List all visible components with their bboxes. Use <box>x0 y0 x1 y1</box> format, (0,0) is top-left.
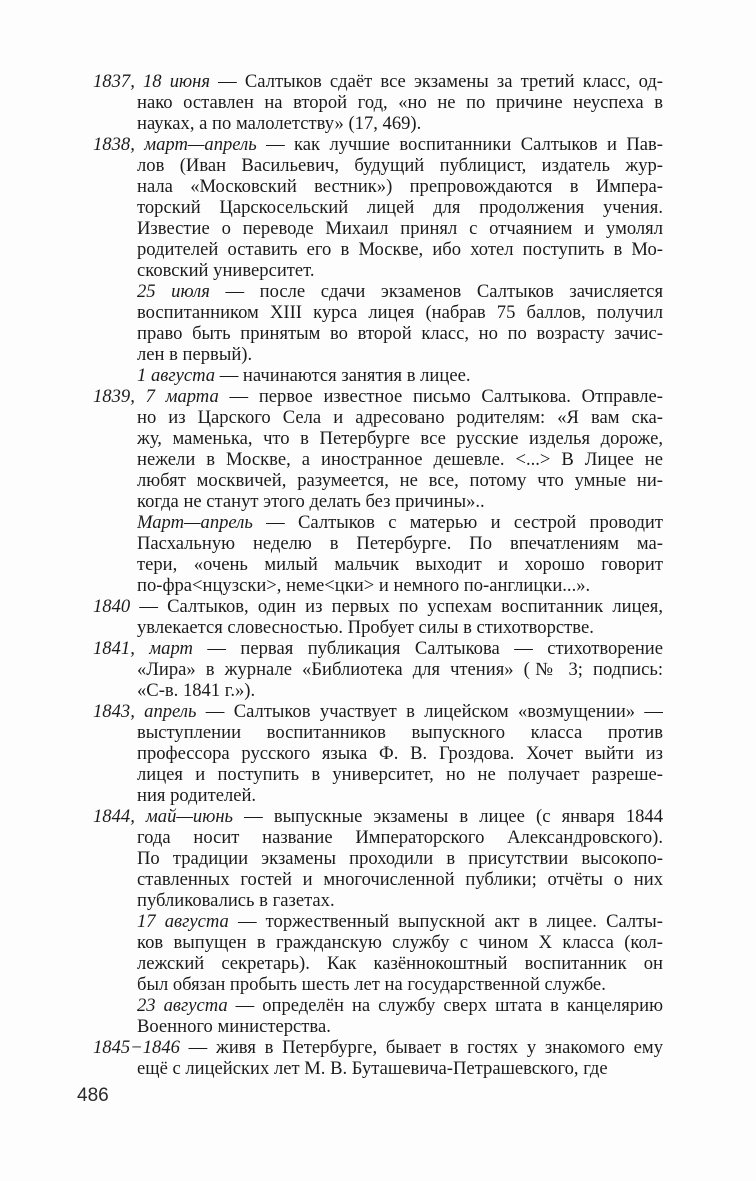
text-line <box>137 995 663 1016</box>
text-line <box>93 596 663 617</box>
chronology-entry <box>93 911 663 995</box>
text-line: Известие о переводе Михаил принял с отчаянием и умолял <box>137 218 663 239</box>
entry-date: 1844, май—июнь <box>93 806 234 827</box>
chronology-entry <box>93 386 663 512</box>
text-line: тери, «очень милый мальчик выходит и хорошо говорит <box>137 554 663 575</box>
text-line: ков выпущен в гражданскую службу с чином X класса (кол- <box>137 932 663 953</box>
chronology-entry <box>93 134 663 281</box>
chronology-entry <box>93 806 663 911</box>
text-line: ния родителей. <box>137 785 257 806</box>
chronology-entry <box>93 1037 663 1079</box>
text-line <box>93 806 663 827</box>
text-line <box>137 281 663 302</box>
text-line <box>137 512 663 533</box>
chronology-entry <box>93 512 663 596</box>
text-line: сковский университет. <box>137 260 315 281</box>
text-line <box>93 1037 663 1058</box>
entry-date: 1840 <box>93 596 131 617</box>
entry-date: 1843, апрель <box>93 701 197 722</box>
text-line <box>93 386 663 407</box>
entry-first-line-text: — после сдачи экзаменов Салтыков зачисляется <box>225 281 663 302</box>
entry-date: 23 августа <box>137 995 228 1016</box>
text-line: лежский секретарь). Как казённокоштный воспитанник он <box>137 953 663 974</box>
chronology-entry <box>93 596 663 638</box>
entry-first-line-text: — торжественный выпускной акт в лицее. Салты- <box>237 911 663 932</box>
text-line <box>93 134 663 155</box>
text-line: лен в первый). <box>137 344 253 365</box>
text-line: года носит название Императорского Александровского). <box>137 827 663 848</box>
chronology-entry <box>93 281 663 365</box>
entry-date: Март—апрель <box>137 512 253 533</box>
text-line <box>137 365 663 386</box>
entry-first-line-text: — Салтыков сдаёт все экзамены за третий класс, од- <box>218 71 663 92</box>
text-line: по-фра<нцузски>, неме<цки> и немного по-англицки...». <box>137 575 591 596</box>
text-line: Пасхальную неделю в Петербурге. По впечатлениям ма- <box>137 533 663 554</box>
text-line: лов (Иван Васильевич, будущий публицист, издатель жур- <box>137 155 663 176</box>
entry-first-line-text: — первое известное письмо Салтыкова. Отправле- <box>229 386 663 407</box>
entry-first-line-text: — Салтыков, один из первых по успехам воспитанник лицея, <box>139 596 663 617</box>
page-number: 486 <box>77 1085 109 1106</box>
chronology-entry <box>93 638 663 701</box>
text-line: По традиции экзамены проходили в присутствии высокопо- <box>137 848 663 869</box>
chronology-entry <box>93 71 663 134</box>
text-line: ставленных гостей и многочисленной публики; отчёты о них <box>137 869 663 890</box>
entry-first-line-text: — Салтыков с матерью и сестрой проводит <box>266 512 663 533</box>
entry-first-line-text: — определён на службу сверх штата в канцелярию <box>235 995 663 1016</box>
entry-date: 1838, март—апрель <box>93 134 257 155</box>
text-line: право быть принятым во второй класс, но по возрасту зачис- <box>137 323 663 344</box>
text-line: жу, маменька, что в Петербурге все русские изделья дороже, <box>137 428 663 449</box>
text-line: профессора русского языка Ф. В. Гроздова. Хочет выйти из <box>137 743 663 764</box>
text-line: нако оставлен на второй год, «но не по причине неуспеха в <box>137 92 663 113</box>
text-line: любят москвичей, разумеется, не все, потому что умные ни- <box>137 470 663 491</box>
chronology-entry <box>93 995 663 1037</box>
text-line: «Лира» в журнале «Библиотека для чтения» (№ 3; подпись: <box>137 659 663 680</box>
entry-date: 25 июля <box>137 281 210 302</box>
entry-first-line-text: — живя в Петербурге, бывает в гостях у знакомого ему <box>188 1037 663 1058</box>
text-line: Военного министерства. <box>137 1016 331 1037</box>
entry-first-line-text: — как лучшие воспитанники Салтыков и Пав- <box>266 134 663 155</box>
entry-first-line-text: — выпускные экзамены в лицее (с января 1844 <box>244 806 663 827</box>
entry-date: 17 августа <box>137 911 229 932</box>
chronology-text-block <box>93 71 663 1079</box>
chronology-entry <box>93 365 663 386</box>
entry-date: 1 августа <box>137 365 216 386</box>
chronology-entry <box>93 701 663 806</box>
text-line <box>93 701 663 722</box>
text-line: выступлении воспитанников выпускного класса против <box>137 722 663 743</box>
text-line: воспитанником XIII курса лицея (набрав 75 баллов, получил <box>137 302 663 323</box>
entry-first-line-text: — первая публикация Салтыкова — стихотворение <box>207 638 663 659</box>
text-line <box>93 638 663 659</box>
text-line: нала «Московский вестник») препровождаются в Импера- <box>137 176 663 197</box>
text-line: торский Царскосельский лицей для продолжения учения. <box>137 197 663 218</box>
text-line: нежели в Москве, а иностранное дешевле. <...> В Лицее не <box>137 449 663 470</box>
text-line: публиковались в газетах. <box>137 890 335 911</box>
entry-date: 1839, 7 марта <box>93 386 219 407</box>
text-line: науках, а по малолетству» (17, 469). <box>137 113 422 134</box>
text-line: родителей оставить его в Москве, ибо хотел поступить в Мо- <box>137 239 663 260</box>
text-line: но из Царского Села и адресовано родителям: «Я вам ска- <box>137 407 663 428</box>
entry-first-line-text: — начинаются занятия в лицее. <box>219 365 471 386</box>
entry-date: 1845−1846 <box>93 1037 180 1058</box>
text-line: когда не станут этого делать без причины».. <box>137 491 485 512</box>
text-line: «С-в. 1841 г.»). <box>137 680 256 701</box>
text-line <box>93 71 663 92</box>
entry-first-line-text: — Салтыков участвует в лицейском «возмущении» — <box>205 701 663 722</box>
entry-date: 1841, март <box>93 638 193 659</box>
text-line: был обязан пробыть шесть лет на государственной службе. <box>137 974 606 995</box>
text-line: лицея и поступить в университет, но не получает разреше- <box>137 764 663 785</box>
text-line <box>137 911 663 932</box>
text-line: увлекается словесностью. Пробует силы в стихотворстве. <box>137 617 594 638</box>
entry-date: 1837, 18 июня <box>93 71 210 92</box>
text-line: ещё с лицейских лет М. В. Буташевича-Петрашевского, где <box>137 1058 608 1079</box>
